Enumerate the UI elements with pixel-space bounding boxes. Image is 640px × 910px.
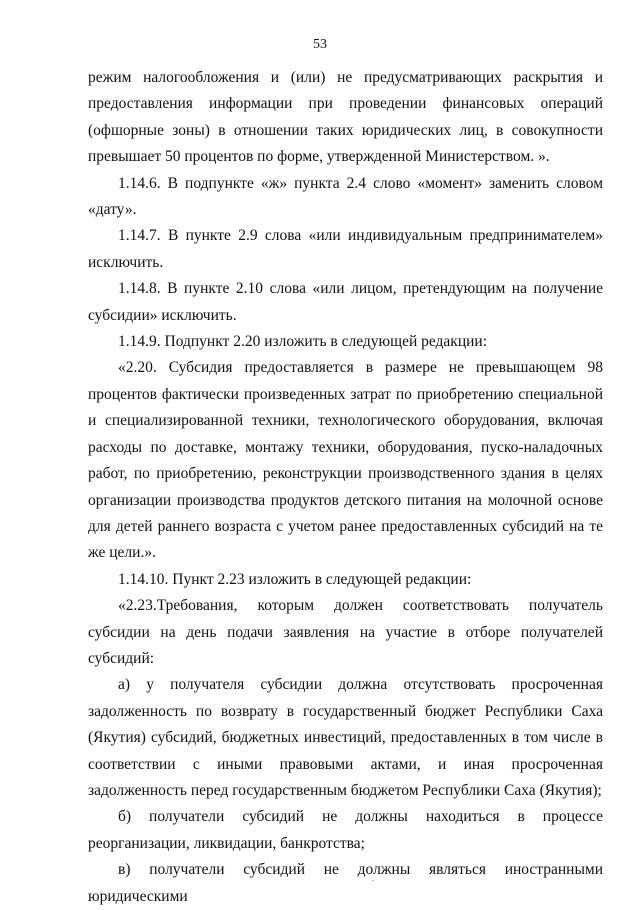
paragraph-item-a: а) у получателя субсидии должна отсутствовать просроченная задолженность по возврату в государственный бюджет Республики Саха (Якутия) субсидий, бюджетных инвестиций, предоставленных в том числе в соответствии с иными правовыми актами, и иная просроченная задолженность перед государственным бюджетом Республики Саха (Якутия); (88, 676, 603, 799)
page-number: 53 (313, 37, 327, 52)
scan-artifact (372, 880, 374, 881)
paragraph-2-23-text: «2.23.Требования, которым должен соответствовать получатель субсидии на день подачи заявления на участие в отборе получателей субсидий: (88, 597, 603, 667)
paragraph-1-14-8: 1.14.8. В пункте 2.10 слова «или лицом, претендующим на получение субсидии» исключить. (88, 280, 603, 324)
paragraph-1-14-7: 1.14.7. В пункте 2.9 слова «или индивидуальным предпринимателем» исключить. (88, 227, 603, 271)
document-body (88, 65, 603, 910)
paragraph-item-b: б) получатели субсидий не должны находиться в процессе реорганизации, ликвидации, банкротства; (88, 808, 603, 852)
paragraph-item-v: в) получатели субсидий не должны являться иностранными юридическими (88, 861, 603, 905)
paragraph-1-14-10: 1.14.10. Пункт 2.23 изложить в следующей редакции: (118, 570, 472, 588)
paragraph-offshore-continuation: режим налогообложения и (или) не предусматривающих раскрытия и предоставления информации при проведении финансовых операций (офшорные зоны) в отношении таких юридических лиц, в совокупности превышает 50 процентов по форме, утвержденной Министерством. ». (88, 69, 603, 166)
paragraph-1-14-6: 1.14.6. В подпункте «ж» пункта 2.4 слово «момент» заменить словом «дату». (88, 174, 603, 219)
paragraph-1-14-9: 1.14.9. Подпункт 2.20 изложить в следующей редакции: (118, 333, 488, 351)
paragraph-2-20-text: «2.20. Субсидия предоставляется в размере не превышающем 98 процентов фактически произведенных затрат по приобретению специальной и специализированной техники, технологического оборудования, включая расходы по доставке, монтажу техники, оборудования, пуско-наладочных работ, по приобретению, реконструкции производственного здания в целях организации производства продуктов детского питания на молочной основе для детей раннего возраста с учетом ранее предоставленных субсидий на те же цели.». (88, 359, 603, 562)
